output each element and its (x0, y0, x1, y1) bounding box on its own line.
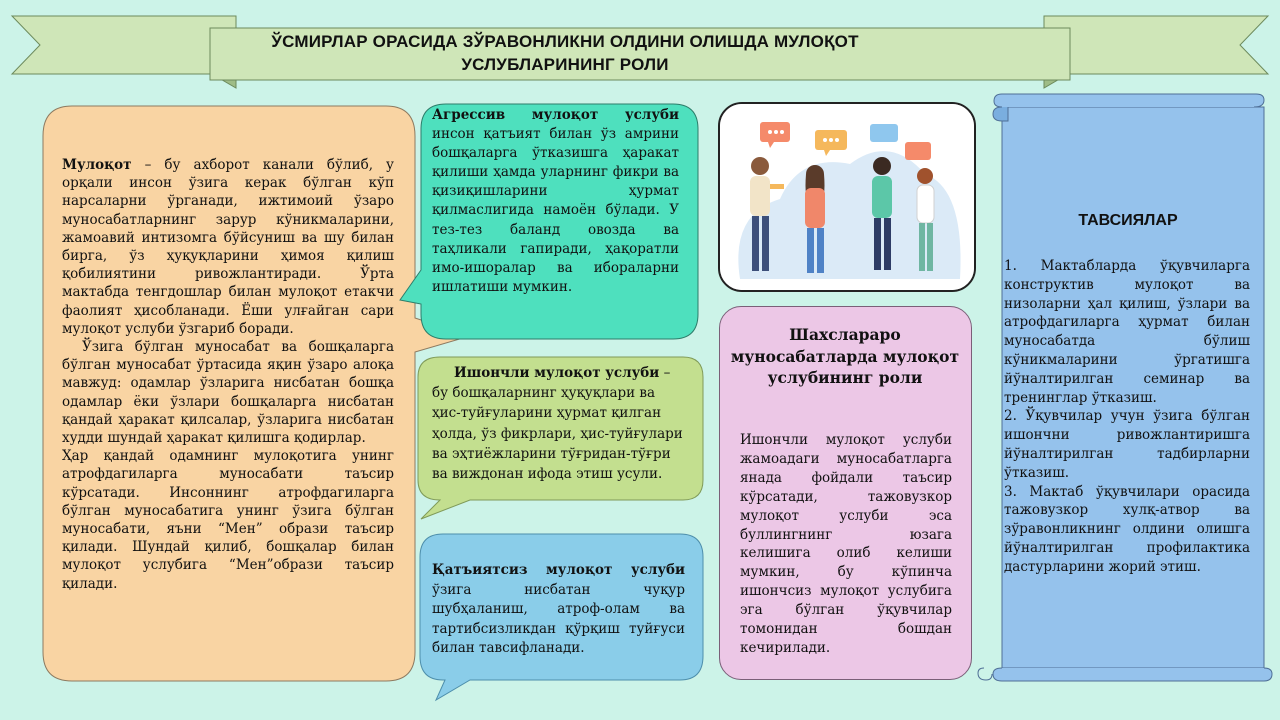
page-title: ЎСМИРЛАР ОРАСИДА ЗЎРАВОНЛИКНИ ОЛДИНИ ОЛИШДА МУЛОҚОТ УСЛУБЛАРИНИНГ РОЛИ (271, 32, 859, 74)
recommendations-title: ТАВСИЯЛАР (1078, 212, 1178, 229)
left-paragraph-3: Ҳар қандай одамнинг мулоқотига унинг атрофдагиларга муносабати таъсир кўрсатади. Инсоннинг атрофдагиларга бўлган муносабатига унинг ўзига бўлган муносабати, яъни “Мен” образи таъсир қилади. Шундай қилиб, бошқалар билан мулоқот услубига “Мен”образи таъсир қилади. (62, 448, 394, 592)
interpersonal-title: Шахслараро муносабатларда мулоқот услубининг роли (730, 325, 960, 387)
recommendation-item: 2. Ўқувчилар учун ўзига бўлган ишончни ривожлантиришга йўналтирилган тадбирларни ўтказиш. (1004, 408, 1250, 481)
interpersonal-text: Ишончли мулоқот услуби жамоадаги муносабатларга янада фойдали таъсир кўрсатади, тажовузкор мулоқот услуби эса буллингнинг юзага келишига олиб келиши мумкин, бу кўпинча ишончсиз мулоқот услубига эга бўлган ўқувчилар томонидан бошдан кечирилади. (740, 432, 952, 656)
insecure-style-text (432, 561, 685, 659)
recommendations-list (1004, 257, 1250, 577)
aggressive-body: инсон қатъият билан ўз амрини бошқаларга ўтказишга ҳаракат қилиши ҳамда уларнинг фикри ва қизиқишларини ҳурмат қилмаслигида намоён бўлади. У тез-тез баланд овозда ва таҳликали гапиради, ҳақоратли имо-ишоралар ва ибораларни ишлатиши мумкин. (432, 126, 679, 295)
confident-heading: Ишончли мулоқот услуби (454, 365, 660, 381)
term-label: Мулоқот (62, 157, 132, 173)
people-talking-icon (720, 104, 974, 290)
confident-style-text (432, 363, 687, 484)
left-panel-text (62, 156, 394, 593)
recommendation-item: 1. Мактабларда ўқувчиларга конструктив мулоқот ва низоларни ҳал қилиш, ўзлари ва атрофдагиларга ҳурмат билан муносабатда бўлиш кўникмаларини ўргатишга йўналтирилган семинар ва тренинглар ўтказиш. (1004, 258, 1250, 406)
insecure-body: ўзига нисбатан чуқур шубҳаланиш, атроф-олам ва тартибсизликдан қўрқиш туйғуси билан тавсифланади. (432, 581, 685, 657)
confident-body: – бу бошқаларнинг ҳуқуқлари ва ҳис-туйғуларини ҳурмат қилган ҳолда, ўз фикрлари, ҳис-туйғулари ва эҳтиёжларини тўғридан-тўғри ва виждонан ифода этиш усули. (432, 365, 683, 483)
aggressive-heading: Агрессив мулоқот услуби (432, 107, 679, 123)
insecure-heading: Қатъиятсиз мулоқот услуби (432, 562, 685, 578)
aggressive-style-text (432, 106, 679, 297)
left-paragraph-1: – бу ахборот канали бўлиб, у орқали инсон ўзига керак бўлган кўп нарсаларни ўрганади, ижтимоий ўзаро муносабатларнинг зарур кўникмаларини, жамоавий интизомга бўйсуниш ва шу билан бирга, ўз ҳуқуқларини ҳимоя қилиш қобилиятини ривожлантиради. Ўрта мактабда тенгдошлар билан мулоқот етакчи фаолият ҳисобланади. Ёши улғайган сари мулоқот услуби ўзгариб боради. (62, 157, 394, 337)
recommendation-item: 3. Мактаб ўқувчилари орасида тажовузкор хулқ-атвор ва зўравонликнинг олдини олишга йўналтирилган профилактика дастурларини жорий этиш. (1004, 483, 1250, 575)
people-talking-illustration (718, 102, 976, 292)
left-paragraph-2: Ўзига бўлган муносабат ва бошқаларга бўлган муносабат ўртасида яқин ўзаро алоқа мавжуд: одамлар ўзларига нисбатан бошқа одамлар ёки ўзлари бошқаларга нисбатан қандай ҳаракат қилсалар, ўзларига нисбатан худди шундай ҳаракат қилишга қодирлар. (62, 339, 394, 447)
